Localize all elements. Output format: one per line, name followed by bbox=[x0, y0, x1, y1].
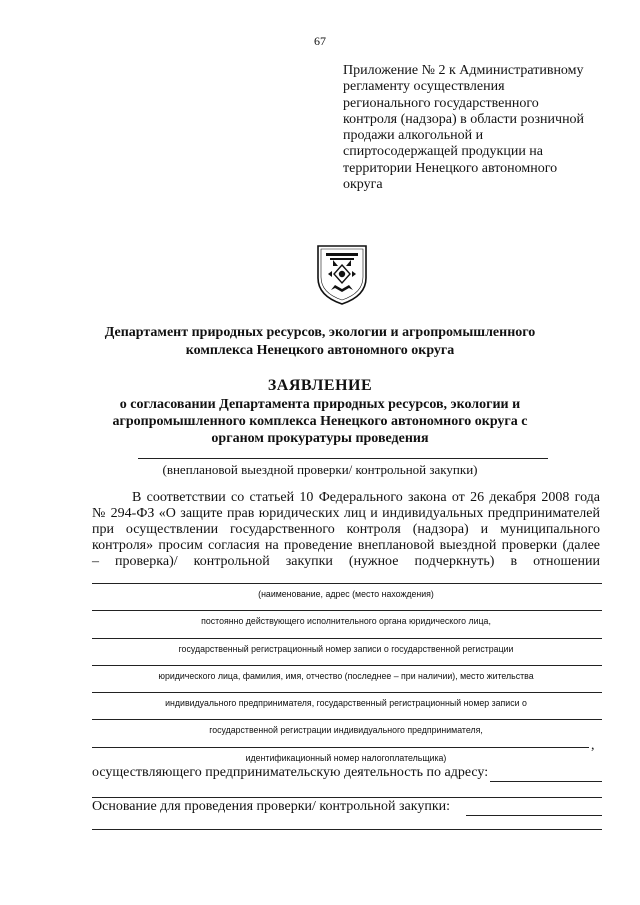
grounds-line[interactable] bbox=[92, 829, 602, 830]
body-line: при осуществлении государственного контроля (надзора) и муниципального bbox=[92, 522, 600, 537]
subtitle-line: агропромышленного комплекса Ненецкого автономного округа с bbox=[112, 414, 528, 429]
appendix-line: регионального государственного bbox=[343, 95, 539, 111]
page-number: 67 bbox=[314, 34, 326, 48]
subject-name-line[interactable] bbox=[92, 583, 602, 584]
field-hint: идентификационный номер налогоплательщика) bbox=[245, 753, 447, 763]
appendix-line: Приложение № 2 к Административному bbox=[343, 63, 584, 78]
body-line: – проверка)/ контрольной закупки (нужное подчеркнуть) в отношении bbox=[92, 554, 600, 569]
subtitle-line: о согласовании Департамента природных ресурсов, экологии и bbox=[119, 397, 521, 412]
field-hint: государственной регистрации индивидуального предпринимателя, bbox=[209, 725, 483, 735]
appendix-line: спиртосодержащей продукции на bbox=[343, 144, 544, 160]
taxpayer-id-line[interactable] bbox=[92, 747, 589, 748]
body-line: контроля» просим согласия на проведение внеплановой выездной проверки (далее bbox=[92, 538, 600, 553]
field-hint: индивидуального предпринимателя, государственный регистрационный номер записи о bbox=[165, 698, 527, 708]
body-line: В соответствии со статьей 10 Федерального закона от 26 декабря 2008 года bbox=[132, 490, 600, 505]
appendix-note bbox=[343, 63, 603, 193]
entrepreneur-registration-line[interactable] bbox=[92, 719, 602, 720]
document-title: ЗАЯВЛЕНИЕ bbox=[267, 377, 373, 394]
appendix-line: территории Ненецкого автономного bbox=[343, 160, 558, 176]
field-hint: постоянно действующего исполнительного органа юридического лица, bbox=[201, 616, 491, 626]
body-line: № 294-ФЗ «О защите прав юридических лиц и индивидуальных предпринимателей bbox=[92, 506, 600, 521]
document-subtitle bbox=[60, 396, 580, 447]
grounds-field[interactable] bbox=[466, 815, 602, 816]
appendix-line: продажи алкогольной и bbox=[343, 128, 484, 144]
activity-address-line[interactable] bbox=[92, 797, 602, 798]
trailing-comma: , bbox=[591, 738, 595, 753]
activity-address-label: осуществляющего предпринимательскую деятельность по адресу: bbox=[92, 765, 489, 780]
registration-number-line[interactable] bbox=[92, 638, 602, 639]
appendix-line: округа bbox=[343, 177, 383, 193]
subtitle-line: органом прокуратуры проведения bbox=[211, 431, 429, 446]
coat-of-arms-icon bbox=[316, 244, 368, 306]
field-hint: юридического лица, фамилия, имя, отчество (последнее – при наличии), место жительства bbox=[158, 671, 534, 681]
department-line: комплекса Ненецкого автономного округа bbox=[185, 343, 455, 358]
appendix-line: регламенту осуществления bbox=[343, 79, 505, 95]
field-hint: государственный регистрационный номер записи о государственной регистрации bbox=[178, 644, 514, 654]
inspection-type-caption: (внеплановой выездной проверки/ контрольной закупки) bbox=[162, 462, 478, 477]
appendix-line: контроля (надзора) в области розничной bbox=[343, 111, 585, 127]
activity-address-field[interactable] bbox=[490, 781, 602, 782]
body-paragraph bbox=[92, 490, 600, 570]
inspection-type-line[interactable] bbox=[138, 458, 548, 459]
grounds-label: Основание для проведения проверки/ контрольной закупки: bbox=[92, 799, 450, 814]
entity-name-line[interactable] bbox=[92, 665, 602, 666]
executive-body-line[interactable] bbox=[92, 610, 602, 611]
department-name bbox=[60, 324, 580, 360]
department-line: Департамент природных ресурсов, экологии и агропромышленного bbox=[104, 325, 536, 340]
entrepreneur-line[interactable] bbox=[92, 692, 602, 693]
field-hint: (наименование, адрес (место нахождения) bbox=[258, 589, 434, 599]
